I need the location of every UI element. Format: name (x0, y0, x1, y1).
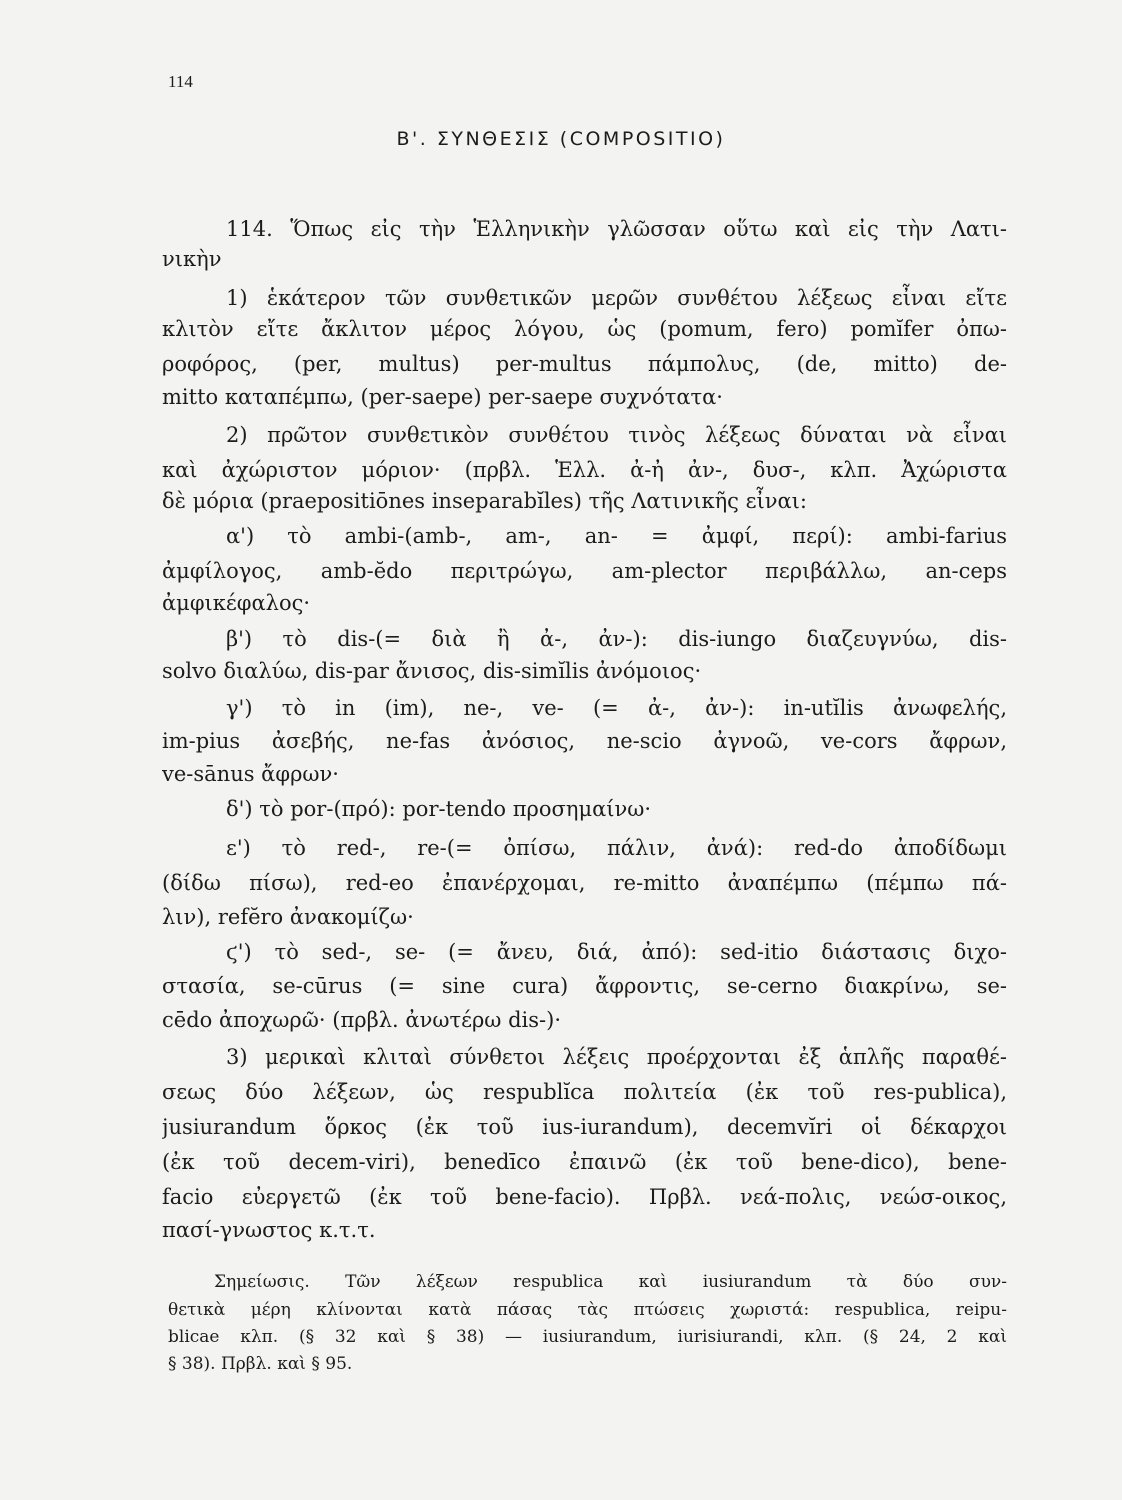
body-line: mitto καταπέμπω, (per-saepe) per-saepe συχνότατα· (162, 385, 723, 409)
body-line: δ') τὸ por-(πρό): por-tendo προσημαίνω· (226, 797, 652, 821)
page-number: 114 (168, 72, 193, 91)
body-line: στασία, se-cūrus (= sine cura) ἄφροντις, se-cerno διακρίνω, se- (162, 974, 1007, 998)
body-line: facio εὐεργετῶ (ἐκ τοῦ bene-facio). Πρβλ. νεά-πολις, νεώσ-οικος, (162, 1185, 1007, 1209)
body-line: νικὴν (162, 247, 222, 271)
body-line: γ') τὸ in (im), ne-, ve- (= ἀ-, ἀν-): in-utĭlis ἀνωφελής, (226, 696, 1007, 720)
body-line: im-pius ἀσεβής, ne-fas ἀνόσιος, ne-scio ἀγνοῶ, ve-cors ἄφρων, (162, 729, 1007, 753)
body-line: ἀμφίλογος, amb-ĕdo περιτρώγω, am-plector περιβάλλω, an-ceps (162, 559, 1007, 583)
note-line: θετικὰ μέρη κλίνονται κατὰ πάσας τὰς πτώσεις χωριστά: respublica, reipu- (168, 1300, 1007, 1320)
body-line: ἀμφικέφαλος· (162, 591, 311, 615)
body-line: δὲ μόρια (praepositiōnes inseparabĭles) τῆς Λατινικῆς εἶναι: (162, 489, 807, 513)
body-line: solvo διαλύω, dis-par ἄνισος, dis-simĭlis ἀνόμοιος· (162, 659, 702, 683)
body-line: ϛ') τὸ sed-, se- (= ἄνευ, διά, ἀπό): sed-itio διάστασις διχο- (226, 940, 1007, 964)
body-line: β') τὸ dis-(= διὰ ἢ ἀ-, ἀν-): dis-iungo διαζευγνύω, dis- (226, 627, 1007, 651)
body-line: ve-sānus ἄφρων· (162, 762, 339, 786)
body-line: 1) ἑκάτερον τῶν συνθετικῶν μερῶν συνθέτου λέξεως εἶναι εἴτε (226, 286, 1007, 310)
body-line: ε') τὸ red-, re-(= ὀπίσω, πάλιν, ἀνά): red-do ἀποδίδωμι (226, 836, 1007, 860)
body-line: ροφόρος, (per, multus) per-multus πάμπολυς, (de, mitto) de- (162, 352, 1007, 376)
body-line: καὶ ἀχώριστον μόριον· (πρβλ. Ἑλλ. ἀ-ἠ ἀν-, δυσ-, κλπ. Ἀχώριστα (162, 458, 1007, 482)
note-line: § 38). Πρβλ. καὶ § 95. (168, 1354, 353, 1374)
body-line: κλιτὸν εἴτε ἄκλιτον μέρος λόγου, ὡς (pomum, fero) pomĭfer ὀπω- (162, 317, 1007, 341)
body-line: πασί-γνωστος κ.τ.τ. (162, 1218, 376, 1242)
note-line: blicae κλπ. (§ 32 καὶ § 38) — iusiurandum, iurisiurandi, κλπ. (§ 24, 2 καὶ (168, 1327, 1007, 1347)
note-line: Σημείωσις. Τῶν λέξεων respublica καὶ iusiurandum τὰ δύο συν- (214, 1272, 1007, 1292)
body-line: jusiurandum ὅρκος (ἐκ τοῦ ius-iurandum), decemvĭri οἱ δέκαρχοι (162, 1115, 1007, 1139)
section-title: Β'. ΣΥΝΘΕΣΙΣ (COMPOSITIO) (396, 128, 726, 150)
body-line: 2) πρῶτον συνθετικὸν συνθέτου τινὸς λέξεως δύναται νὰ εἶναι (226, 423, 1007, 447)
body-line: λιν), refĕro ἀνακομίζω· (162, 905, 414, 929)
body-line: cēdo ἀποχωρῶ· (πρβλ. ἀνωτέρω dis-)· (162, 1008, 561, 1032)
body-line: 114. Ὅπως εἰς τὴν Ἑλληνικὴν γλῶσσαν οὕτω καὶ εἰς τὴν Λατι- (226, 217, 1007, 241)
body-line: 3) μερικαὶ κλιταὶ σύνθετοι λέξεις προέρχονται ἐξ ἁπλῆς παραθέ- (226, 1045, 1007, 1069)
body-line: (ἐκ τοῦ decem-viri), benedīco ἐπαινῶ (ἐκ τοῦ bene-dico), bene- (162, 1150, 1007, 1174)
body-line: (δίδω πίσω), red-eo ἐπανέρχομαι, re-mitto ἀναπέμπω (πέμπω πά- (162, 871, 1007, 895)
body-line: σεως δύο λέξεων, ὡς respublĭca πολιτεία (ἐκ τοῦ res-publica), (162, 1080, 1007, 1104)
body-line: α') τὸ ambi-(amb-, am-, an- = ἀμφί, περί): ambi-farius (226, 524, 1007, 548)
